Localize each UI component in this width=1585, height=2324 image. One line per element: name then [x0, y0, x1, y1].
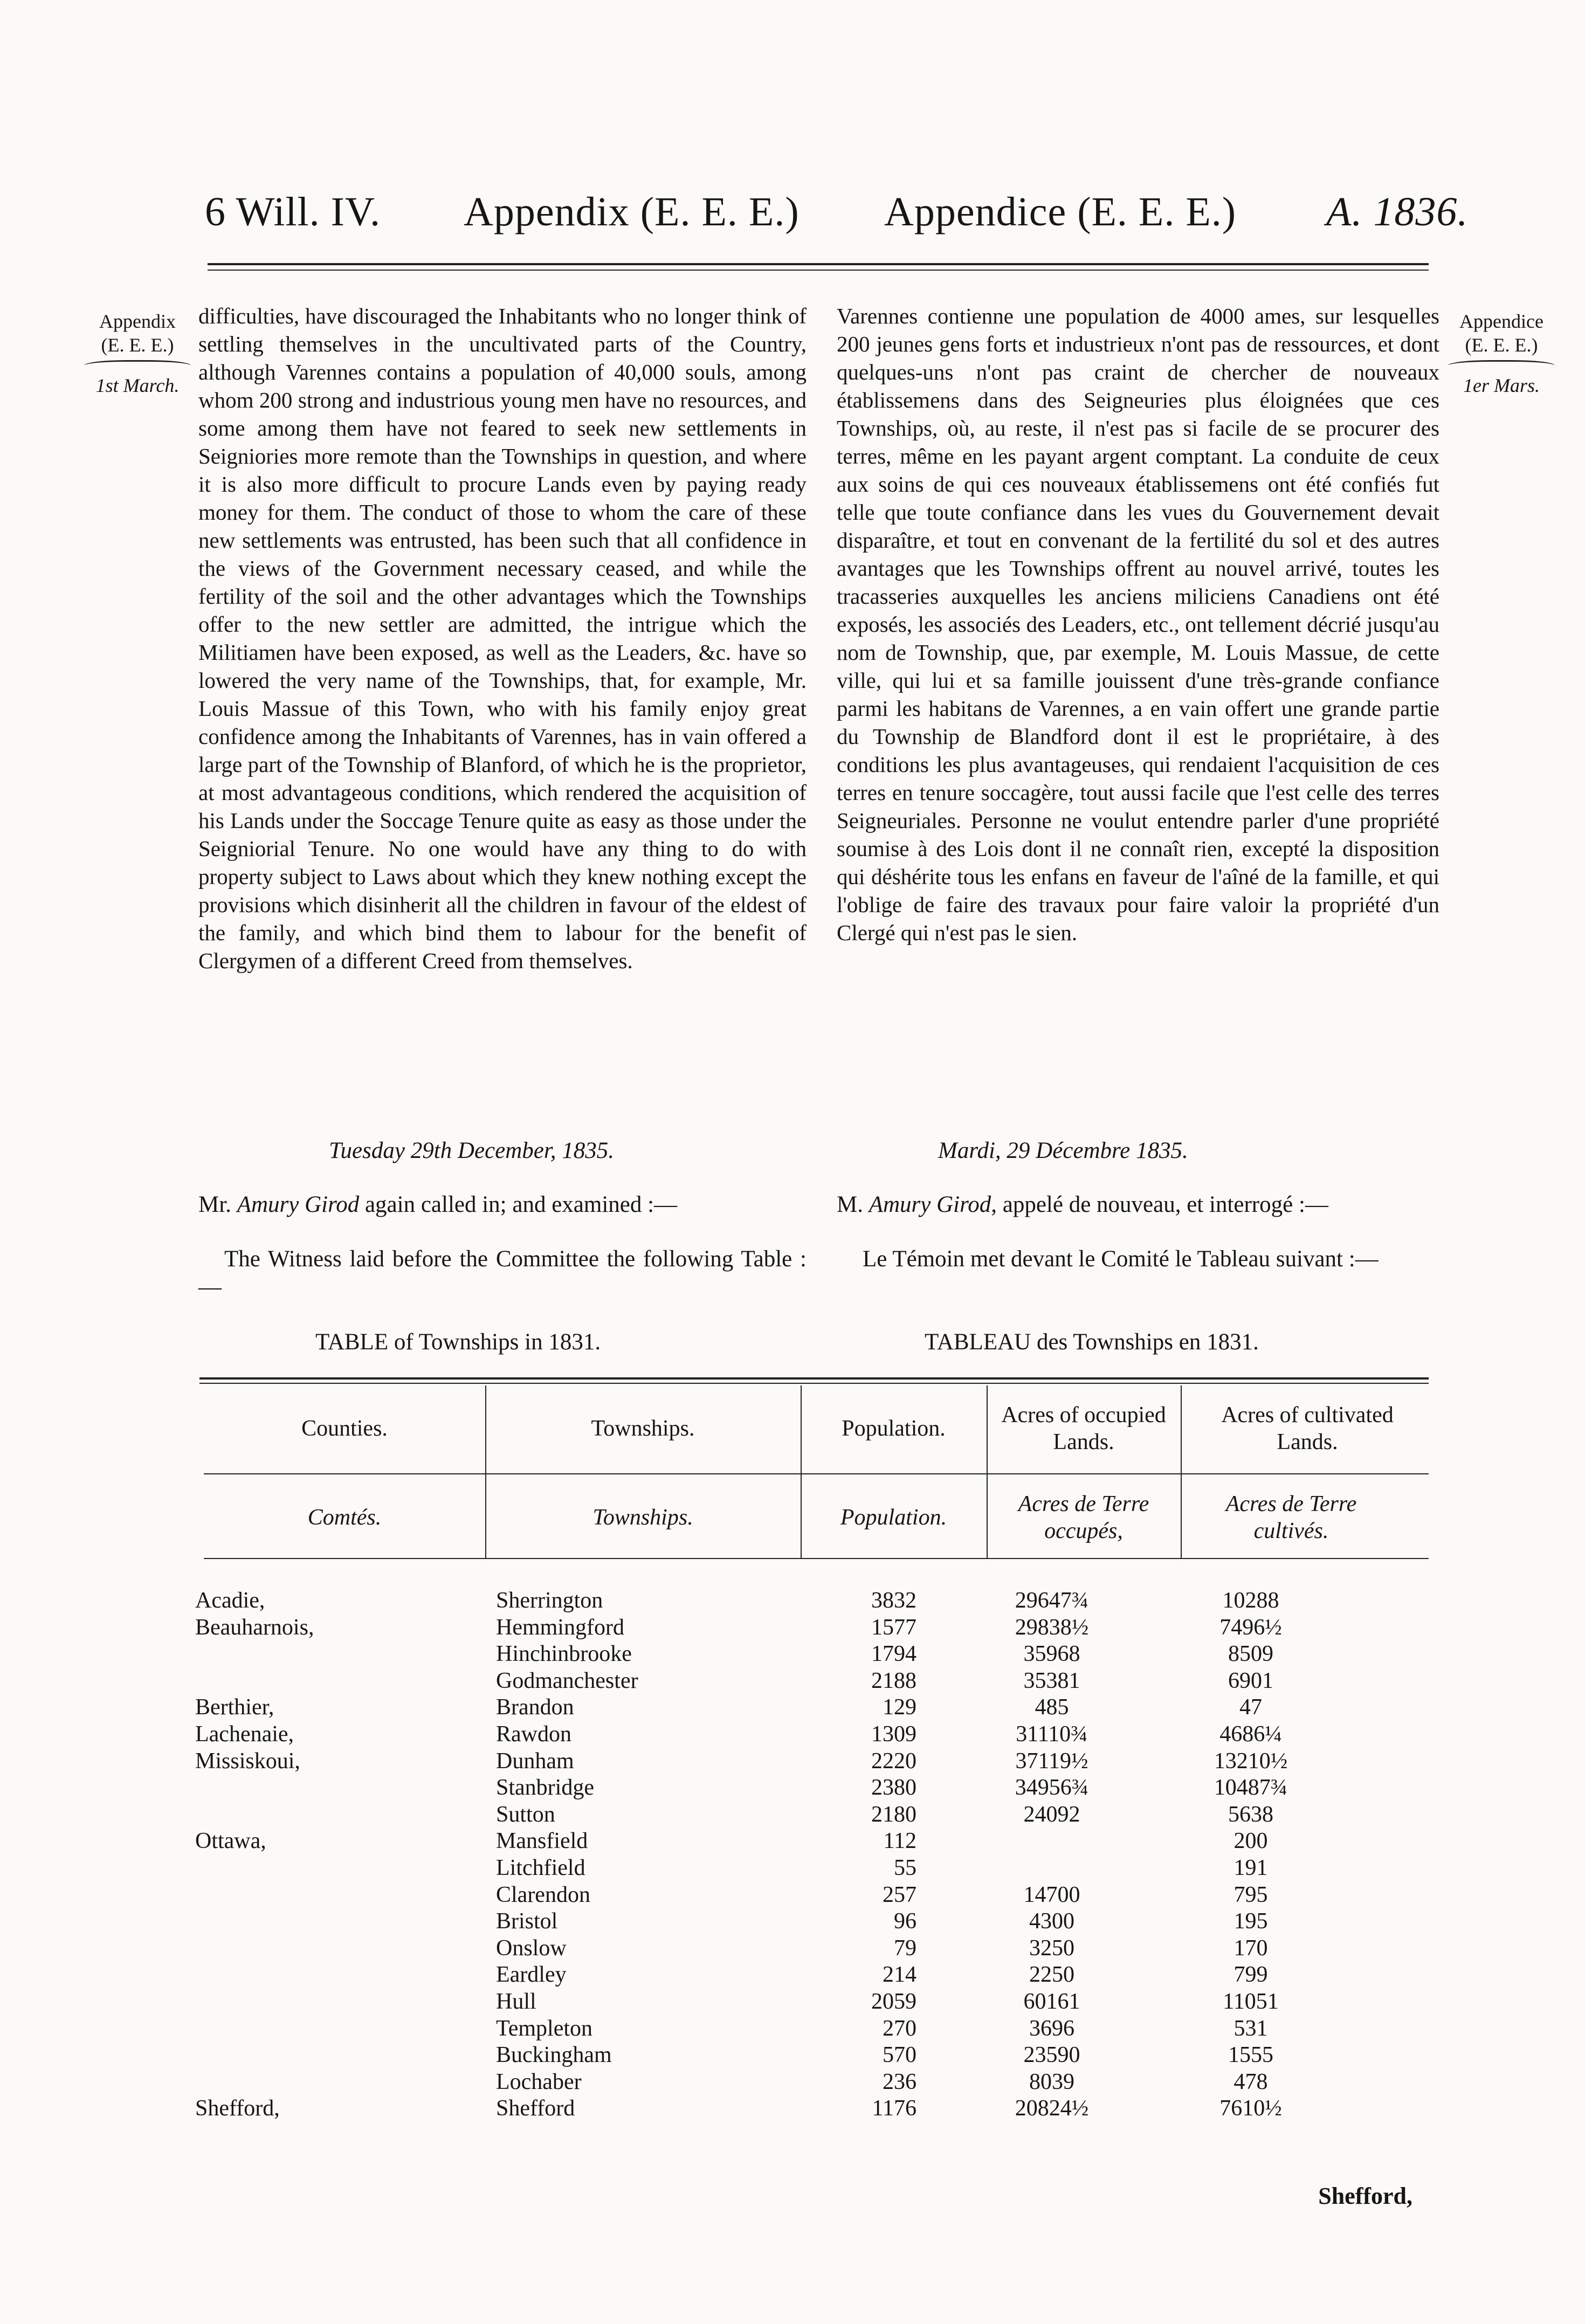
header-comtes: Comtés. [307, 1505, 382, 1530]
header-townships-fr: Townships. [592, 1505, 693, 1530]
row-township: Buckingham [496, 2043, 612, 2067]
french-column: Varennes contienne une population de 4000 ames, sur lesquelles 200 jeunes gens forts et industrieux n'ont pas de ressources, et dont quelques-uns n'ont pas craint de chercher de nouveaux établissemens dans des Seigneuries plus éloignées que ces Townships, où, au reste, il n'est pas si facile de se procurer des terres, même en les payant argent comptant. La conduite de ceux aux soins de qui ces nouveaux établissemens ont été confiés fut telle que toute confiance dans les vues du Gouvernement devait disparaître, et tout en convenant de la fertilité du sol et des autres avantages que les Townships offrent au nouvel arrivé, toutes les tracasseries auxquelles les anciens miliciens Canadiens ont été exposés, les associés des Leaders, etc., ont tellement décrié jusqu'au nom de Township, que, par exemple, M. Louis Massue, de cette ville, qui lui et sa famille jouissent d'une très-grande confiance parmi les habitans de Varennes, a en vain offert une grande partie du Township de Blandford dont il est le propriétaire, à des conditions les plus avantageuses, qui rendaient l'acquisition de ces terres en tenure soccagère, tout aussi facile que l'est celle des terres Seigneuriales. Personne ne voulut entendre parler d'une propriété soumise à des Lois dont il ne connaît rien, excepté la disposition qui déshérite tous les enfans en faveur de l'aîné de la famille, et qui l'oblige de faire des travaux pour faire valoir la propriété d'un Clergé qui n'est pas le sien. [837, 304, 1439, 945]
row-acres-cultivated: 10487¾ [1214, 1775, 1288, 1800]
appendix-title-fr: Appendice (E. E. E.) [884, 189, 1237, 235]
margin-brace [1448, 360, 1555, 374]
row-acres-cultivated: 11051 [1223, 1989, 1279, 2014]
row-county: Acadie, [195, 1588, 265, 1613]
row-population: 129 [883, 1695, 916, 1720]
row-acres-occupied: 24092 [1023, 1802, 1080, 1827]
row-township: Mansfield [496, 1829, 588, 1853]
row-population: 2059 [871, 1989, 916, 2014]
row-acres-cultivated: 5638 [1228, 1802, 1273, 1827]
session-date-en: Tuesday 29th December, 1835. [329, 1138, 615, 1163]
row-population: 79 [894, 1936, 916, 1961]
row-township: Litchfield [496, 1856, 585, 1880]
header-population: Population. [842, 1416, 946, 1441]
table-column-divider [485, 1385, 486, 1558]
table-title-fr: TABLEAU des Townships en 1831. [925, 1329, 1259, 1355]
row-acres-occupied: 60161 [1023, 1989, 1080, 2014]
row-acres-occupied: 34956¾ [1015, 1775, 1089, 1800]
table-column-divider [987, 1385, 988, 1558]
header-townships: Townships. [591, 1416, 695, 1441]
row-county: Missiskoui, [195, 1749, 300, 1774]
row-township: Sutton [496, 1802, 555, 1827]
row-population: 96 [894, 1909, 916, 1934]
table-top-rule [199, 1377, 1429, 1380]
row-township: Dunham [496, 1749, 574, 1774]
table-header-bottom-rule [204, 1558, 1429, 1559]
margin-note-right [1445, 309, 1558, 397]
row-acres-occupied: 14700 [1023, 1882, 1080, 1907]
row-acres-cultivated: 10288 [1222, 1588, 1279, 1613]
row-population: 214 [883, 1962, 916, 1987]
table-top-rule-thin [199, 1383, 1429, 1384]
row-acres-cultivated: 7610½ [1219, 2096, 1282, 2121]
row-acres-cultivated: 170 [1233, 1936, 1268, 1961]
row-population: 2380 [871, 1775, 916, 1800]
row-acres-cultivated: 795 [1233, 1882, 1268, 1907]
row-population: 1176 [872, 2096, 916, 2121]
witness-text-fr: Le Témoin met devant le Comité le Tableau suivant :— [863, 1246, 1379, 1272]
row-population: 112 [883, 1829, 916, 1853]
row-township: Stanbridge [496, 1775, 594, 1800]
row-acres-occupied: 4300 [1029, 1909, 1074, 1934]
catchword: Shefford, [1318, 2183, 1412, 2209]
row-population: 55 [894, 1856, 916, 1880]
margin-appendix-code: (E. E. E.) [101, 334, 174, 356]
row-acres-cultivated: 8509 [1228, 1642, 1273, 1666]
row-acres-occupied: 35968 [1023, 1642, 1080, 1666]
row-township: Lochaber [496, 2070, 582, 2094]
margin-appendix-label: Appendix [99, 311, 176, 332]
row-population: 2180 [871, 1802, 916, 1827]
header-population-fr: Population. [840, 1505, 947, 1530]
row-township: Hinchinbrooke [496, 1642, 632, 1666]
row-township: Sherrington [496, 1588, 603, 1613]
row-population: 1577 [871, 1615, 916, 1640]
row-acres-cultivated: 195 [1233, 1909, 1268, 1934]
row-acres-cultivated: 7496½ [1219, 1615, 1282, 1640]
margin-note-left [81, 309, 194, 397]
called-in-en: Mr. Amury Girod again called in; and examined :— [198, 1192, 678, 1217]
row-acres-cultivated: 13210½ [1214, 1749, 1288, 1774]
witness-text-en: The Witness laid before the Committee the following Table :— [198, 1246, 807, 1300]
row-population: 2188 [871, 1668, 916, 1693]
header-rule [208, 263, 1429, 265]
margin-appendice-label: Appendice [1459, 311, 1543, 332]
row-county: Ottawa, [195, 1829, 266, 1853]
called-in-fr: M. Amury Girod, appelé de nouveau, et interrogé :— [837, 1192, 1328, 1217]
row-acres-cultivated: 478 [1233, 2070, 1268, 2094]
row-township: Eardley [496, 1962, 567, 1987]
row-acres-occupied: 20824½ [1015, 2096, 1089, 2121]
session-date-fr: Mardi, 29 Décembre 1835. [938, 1138, 1188, 1163]
row-township: Shefford [496, 2096, 575, 2121]
row-township: Godmanchester [496, 1668, 638, 1693]
row-township: Brandon [496, 1695, 574, 1720]
header-rule-thin [208, 270, 1429, 271]
header-counties: Counties. [301, 1416, 388, 1441]
row-acres-cultivated: 799 [1233, 1962, 1268, 1987]
row-acres-cultivated: 6901 [1228, 1668, 1273, 1693]
row-acres-occupied: 29838½ [1015, 1615, 1089, 1640]
row-acres-cultivated: 1555 [1228, 2043, 1273, 2067]
row-acres-occupied: 3250 [1029, 1936, 1074, 1961]
appendix-title-en: Appendix (E. E. E.) [464, 189, 800, 235]
table-column-divider [1181, 1385, 1182, 1558]
session-label: 6 Will. IV. [205, 189, 381, 235]
row-population: 257 [883, 1882, 916, 1907]
row-county: Shefford, [195, 2096, 280, 2121]
row-acres-occupied: 485 [1035, 1695, 1069, 1720]
row-township: Templeton [496, 2016, 593, 2041]
row-acres-occupied: 37119½ [1015, 1749, 1088, 1774]
year-label: A. 1836. [1326, 189, 1469, 235]
row-county: Berthier, [195, 1695, 274, 1720]
row-county: Beauharnois, [195, 1615, 314, 1640]
row-county: Lachenaie, [195, 1722, 294, 1747]
row-acres-occupied: 8039 [1029, 2070, 1074, 2094]
row-acres-occupied: 31110¾ [1016, 1722, 1088, 1747]
row-acres-occupied: 2250 [1029, 1962, 1074, 1987]
row-township: Hemmingford [496, 1615, 624, 1640]
row-acres-cultivated: 200 [1233, 1829, 1268, 1853]
row-acres-cultivated: 531 [1233, 2016, 1268, 2041]
row-acres-occupied: 29647¾ [1015, 1588, 1089, 1613]
margin-date: 1st March. [95, 375, 180, 396]
row-acres-occupied: 35381 [1023, 1668, 1080, 1693]
row-population: 236 [883, 2070, 916, 2094]
row-township: Hull [496, 1989, 536, 2014]
row-population: 270 [883, 2016, 916, 2041]
row-acres-cultivated: 4686¼ [1219, 1722, 1282, 1747]
english-column: difficulties, have discouraged the Inhabitants who no longer think of settling themselves in the uncultivated parts of the Country, although Varennes contains a population of 40,000 souls, among whom 200 strong and industrious young men have no resources, and some among them have not feared to seek new settlements in Seigniories more remote than the Townships in question, and where it is also more difficult to procure Lands even by paying ready money for them. The conduct of those to whom the care of these new settlements was entrusted, has been such that all confidence in the views of the Government necessary ceased, and while the fertility of the soil and the other advantages which the Townships offer to the new settler are admitted, the intrigue which the Militiamen have been exposed, as well as the Leaders, &c. have so lowered the very name of the Townships, that, for example, Mr. Louis Massue of this Town, who with his family enjoy great confidence among the Inhabitants of Varennes, has in vain offered a large part of the Township of Blanford, of which he is the proprietor, at most advantageous conditions, which rendered the acquisition of his Lands under the Soccage Tenure quite as easy as those under the Seigniorial Tenure. No one would have any thing to do with property subject to Laws about which they knew nothing except the provisions which disinherit all the children in favour of the eldest of the family, and which bind them to labour for the benefit of Clergymen of a different Creed from themselves. [198, 304, 807, 973]
header-acres-cultivated: Acres of cultivated Lands. [1221, 1403, 1394, 1454]
row-acres-cultivated: 191 [1233, 1856, 1268, 1880]
row-acres-cultivated: 47 [1239, 1695, 1262, 1720]
row-acres-occupied: 23590 [1023, 2043, 1080, 2067]
row-township: Onslow [496, 1936, 567, 1961]
header-acres-occupied: Acres of occupied Lands. [1001, 1403, 1166, 1454]
header-acres-cultives: Acres de Terre cultivés. [1225, 1492, 1357, 1543]
table-column-divider [801, 1385, 802, 1558]
row-population: 1794 [871, 1642, 916, 1666]
table-title-en: TABLE of Townships in 1831. [315, 1329, 601, 1355]
margin-brace [84, 360, 191, 374]
header-acres-occupes: Acres de Terre occupés, [1018, 1492, 1149, 1543]
margin-appendice-code: (E. E. E.) [1465, 334, 1538, 356]
row-population: 1309 [871, 1722, 916, 1747]
row-population: 2220 [871, 1749, 916, 1774]
margin-date-fr: 1er Mars. [1463, 375, 1540, 396]
table-header-divider [204, 1473, 1429, 1474]
row-population: 3832 [871, 1588, 916, 1613]
row-township: Bristol [496, 1909, 558, 1934]
row-population: 570 [883, 2043, 916, 2067]
row-township: Clarendon [496, 1882, 590, 1907]
row-township: Rawdon [496, 1722, 571, 1747]
row-acres-occupied: 3696 [1029, 2016, 1074, 2041]
